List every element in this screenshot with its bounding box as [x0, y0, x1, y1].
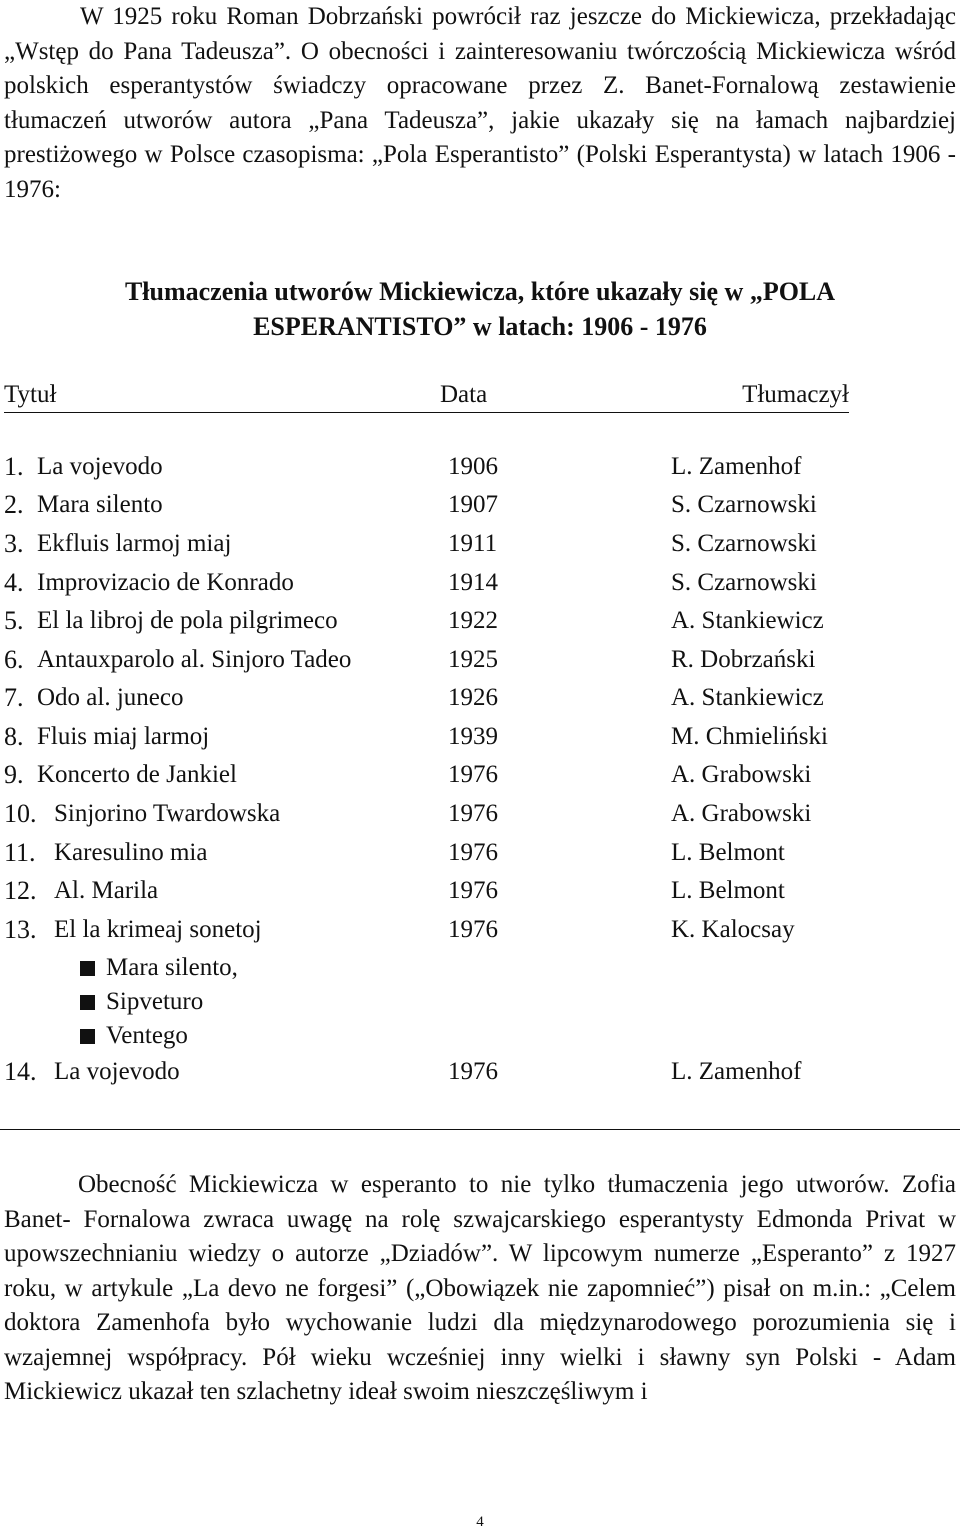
row-title: Fluis miaj larmoj [37, 723, 210, 750]
row-translator: L. Belmont [671, 877, 785, 904]
page-number: 4 [476, 1514, 484, 1530]
row-title: Improvizacio de Konrado [37, 569, 294, 596]
header-title: Tytuł [4, 381, 57, 408]
table-row [4, 795, 904, 833]
row-translator: L. Zamenhof [671, 1058, 802, 1085]
row-number: 1. [4, 452, 24, 481]
table-row [4, 486, 904, 524]
row-number: 7. [4, 683, 24, 712]
square-bullet-icon [80, 1029, 95, 1044]
row-title: Koncerto de Jankiel [37, 761, 237, 788]
row-title: Al. Marila [54, 877, 159, 904]
row-translator: A. Grabowski [671, 761, 812, 788]
table-heading-line-1: Tłumaczenia utworów Mickiewicza, które ukazały się w „POLA [124, 277, 836, 306]
row-title: El la krimeaj sonetoj [54, 916, 262, 943]
row-title: Sinjorino Twardowska [54, 800, 281, 827]
row-translator: L. Zamenhof [671, 453, 802, 480]
row-year: 1976 [448, 761, 498, 788]
row-translator: S. Czarnowski [671, 530, 817, 557]
table-row [4, 756, 904, 794]
row-year: 1922 [448, 607, 498, 634]
row-title: Mara silento [37, 491, 163, 518]
row-translator: M. Chmieliński [671, 723, 828, 750]
square-bullet-icon [80, 995, 95, 1010]
row-number: 5. [4, 606, 24, 635]
row-number: 12. [4, 876, 37, 905]
table-row [4, 564, 904, 602]
divider-line [0, 1129, 960, 1130]
row-year: 1925 [448, 646, 498, 673]
square-bullet-icon [80, 961, 95, 976]
table-row [4, 872, 904, 910]
table-row [4, 525, 904, 563]
row-title: El la libroj de pola pilgrimeco [37, 607, 338, 634]
row-year: 1906 [448, 453, 498, 480]
row-year: 1911 [448, 530, 498, 557]
table-heading-line-2: ESPERANTISTO” w latach: 1906 - 1976 [253, 312, 707, 341]
row-translator: K. Kalocsay [671, 916, 795, 943]
row-year: 1976 [448, 916, 498, 943]
row-title: Ekfluis larmoj miaj [37, 530, 232, 557]
row-number: 14. [4, 1057, 37, 1086]
row-number: 8. [4, 722, 24, 751]
row-translator: S. Czarnowski [671, 491, 817, 518]
row-number: 10. [4, 799, 37, 828]
table-row [4, 1053, 904, 1091]
row-number: 2. [4, 490, 24, 519]
sonnet-title: Sipveturo [106, 988, 204, 1015]
row-year: 1914 [448, 569, 498, 596]
table-header [4, 378, 849, 413]
row-translator: A. Stankiewicz [671, 607, 824, 634]
row-number: 11. [4, 838, 36, 867]
row-title: Odo al. juneco [37, 684, 184, 711]
row-title: Antauxparolo al. Sinjoro Tadeo [37, 646, 352, 673]
table-row [4, 911, 904, 949]
row-year: 1976 [448, 877, 498, 904]
row-number: 9. [4, 760, 24, 789]
row-translator: A. Stankiewicz [671, 684, 824, 711]
table-row [4, 718, 904, 756]
sonnet-title: Mara silento, [106, 954, 238, 981]
closing-paragraph: Obecność Mickiewicza w esperanto to nie tylko tłumaczenia jego utworów. Zofia Banet- Fornalowa zwraca uwagę na rolę szwajcarskiego esperantysty Edmonda Privat w upowszechnianiu wiedzy o autorze „Dziadów”. W lipcowym numerze „Esperanto” z 1927 roku, w artykule „La devo ne forgesi” („Obowiązek nie zapomnieć”) pisał on m.in.: „Celem doktora Zamenhofa było wychowanie ludzi dla międzynarodowego porozumienia się i wzajemnej współpracy. Pół wieku wcześniej inny wielki i sławny syn Polski - Adam Mickiewicz ukazał ten szlachetny ideał swoim nieszczęśliwym i [4, 1171, 956, 1405]
table-heading [0, 274, 960, 344]
row-title: La vojevodo [37, 453, 163, 480]
row-translator: L. Belmont [671, 839, 785, 866]
table-row [4, 834, 904, 872]
header-translator: Tłumaczył [742, 381, 849, 408]
row-translator: R. Dobrzański [671, 646, 816, 673]
row-year: 1976 [448, 1058, 498, 1085]
table-row [4, 641, 904, 679]
row-year: 1939 [448, 723, 498, 750]
intro-paragraph: W 1925 roku Roman Dobrzański powrócił raz jeszcze do Mickiewicza, przekładając „Wstęp do Pana Tadeusza”. O obecności i zainteresowaniu twórczością Mickiewicza wśród polskich esperantystów świadczy opracowane przez Z. Banet-Fornalową zestawienie tłumaczeń utworów autora „Pana Tadeusza”, jakie ukazały się na łamach najbardziej prestiżowego w Polsce czasopisma: „Pola Esperantisto” (Polski Esperantysta) w latach 1906 - 1976: [4, 3, 956, 203]
row-translator: S. Czarnowski [671, 569, 817, 596]
header-date: Data [440, 381, 488, 408]
row-year: 1926 [448, 684, 498, 711]
sonnet-title: Ventego [106, 1022, 188, 1049]
row-title: Karesulino mia [54, 839, 208, 866]
row-year: 1976 [448, 839, 498, 866]
row-year: 1976 [448, 800, 498, 827]
row-number: 3. [4, 529, 24, 558]
table-row [4, 679, 904, 717]
row-number: 6. [4, 645, 24, 674]
row-translator: A. Grabowski [671, 800, 812, 827]
table-row [4, 602, 904, 640]
row-title: La vojevodo [54, 1058, 180, 1085]
row-number: 13. [4, 915, 37, 944]
row-year: 1907 [448, 491, 498, 518]
table-row [4, 448, 904, 486]
row-number: 4. [4, 568, 24, 597]
